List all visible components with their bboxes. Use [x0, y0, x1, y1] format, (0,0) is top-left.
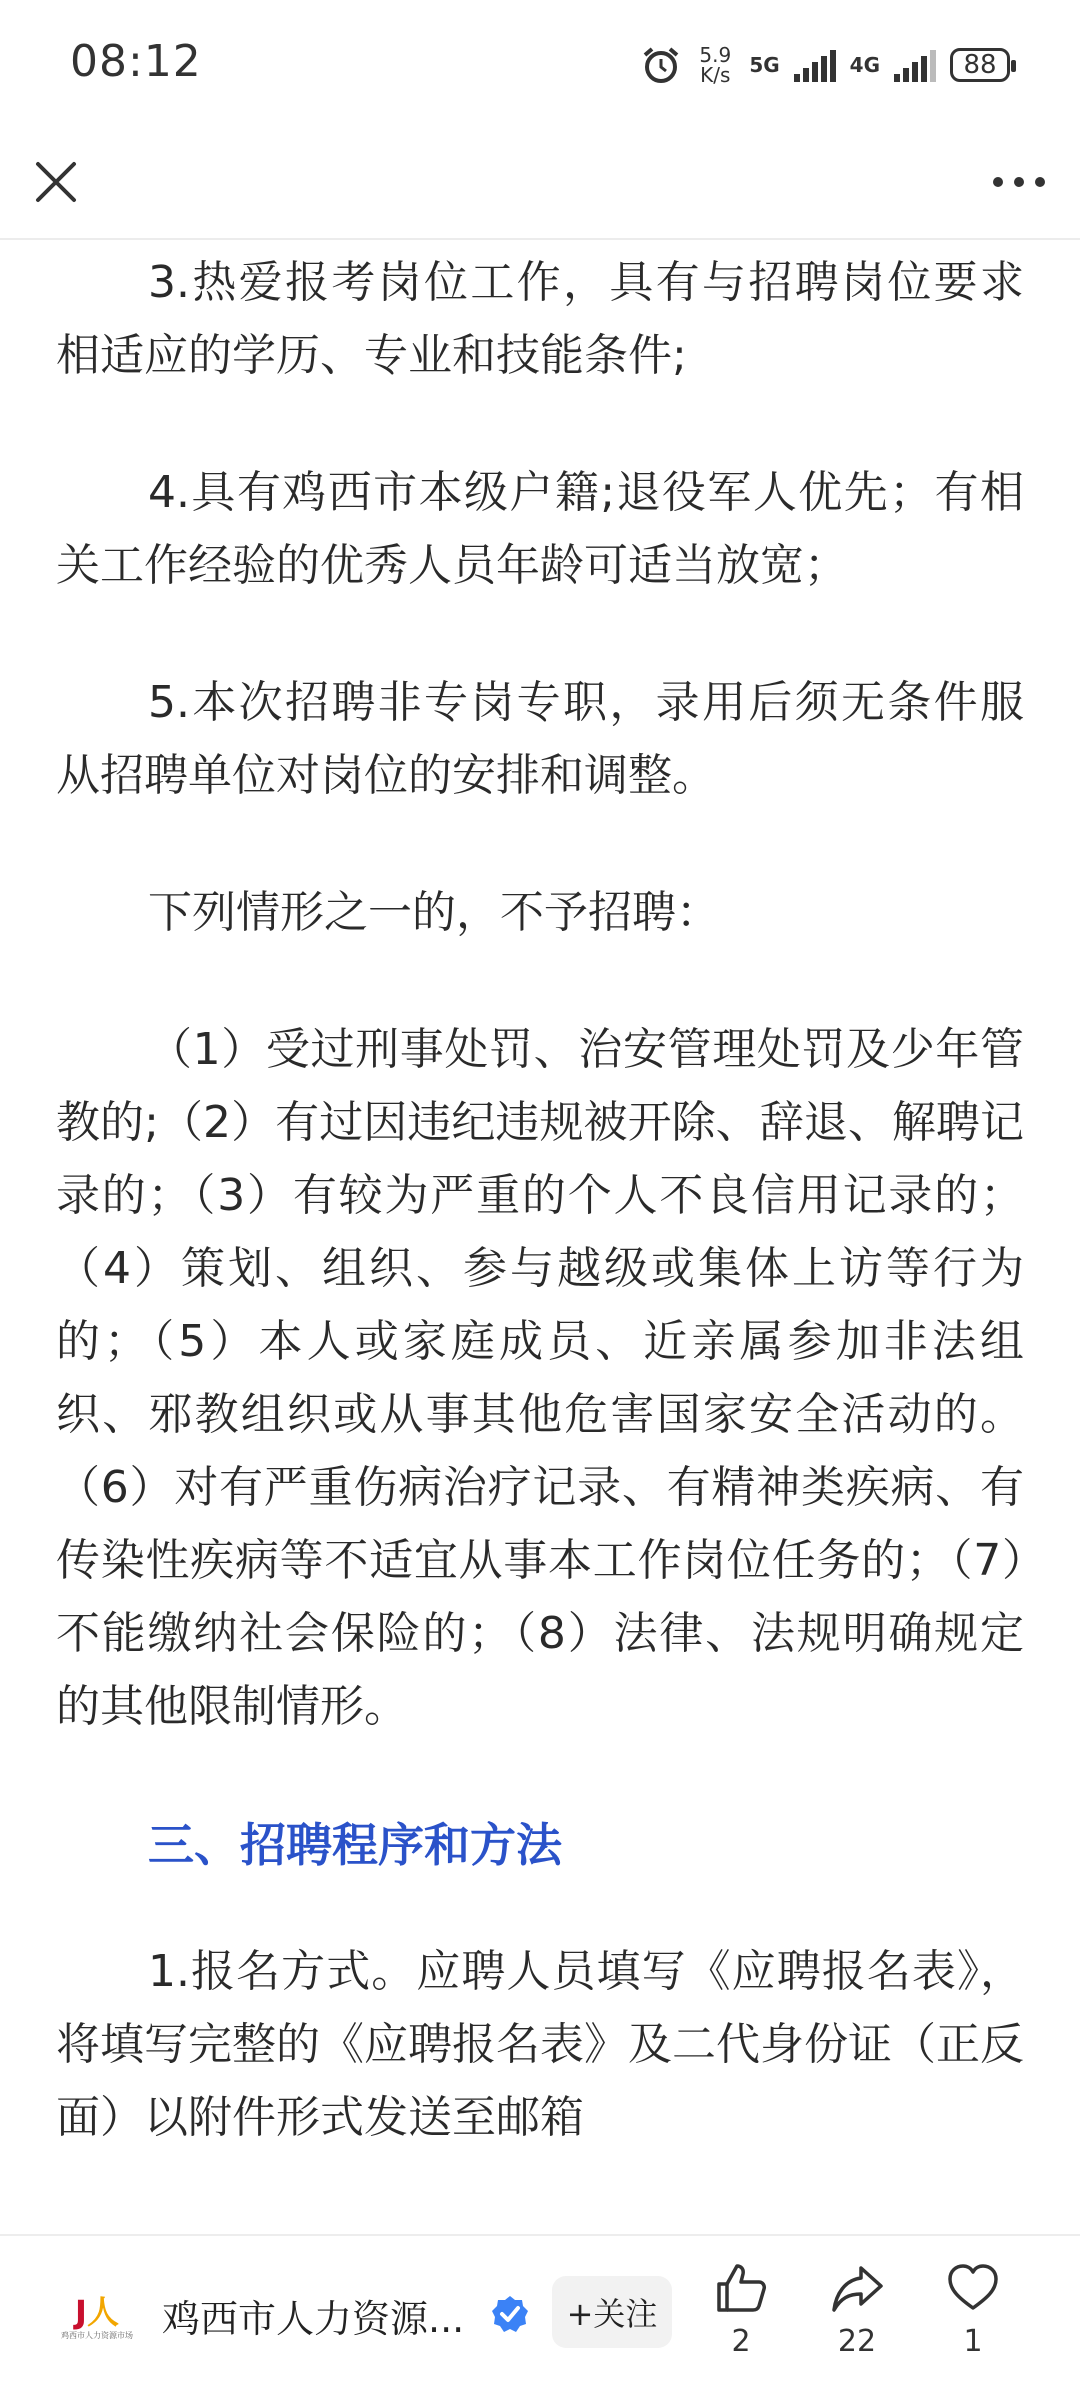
- logo-mark-icon: J人: [75, 2292, 119, 2331]
- author-avatar[interactable]: [60, 2280, 134, 2354]
- status-bar: [0, 0, 1080, 130]
- author-name[interactable]: 鸡西市人力资源...: [162, 2297, 465, 2341]
- follow-button[interactable]: +关注: [552, 2276, 672, 2348]
- article-paragraph: 1.报名方式。应聘人员填写《应聘报名表》，将填写完整的《应聘报名表》及二代身份证（正反面）以附件形式发送至邮箱: [56, 1946, 1024, 2143]
- favorite-button[interactable]: [928, 2260, 1018, 2359]
- verified-badge-icon: [490, 2294, 530, 2334]
- like-button[interactable]: [696, 2260, 786, 2359]
- share-icon: [829, 2260, 885, 2316]
- top-nav: [0, 130, 1080, 240]
- alarm-icon: [641, 45, 681, 85]
- article-paragraph: 3.热爱报考岗位工作，具有与招聘岗位要求相适应的学历、专业和技能条件;: [56, 257, 1024, 381]
- article-paragraph: 5.本次招聘非专岗专职，录用后须无条件服从招聘单位对岗位的安排和调整。: [56, 677, 1024, 801]
- network-type-5g: 5G: [749, 53, 780, 77]
- share-button[interactable]: [812, 2260, 902, 2359]
- more-options-button[interactable]: [984, 152, 1054, 212]
- network-speed-unit: K/s: [700, 63, 731, 87]
- favorite-count: 1: [963, 2324, 983, 2359]
- close-icon: [26, 152, 86, 212]
- signal-4g-icon: [894, 48, 936, 82]
- close-button[interactable]: [26, 152, 86, 212]
- article-paragraph: 下列情形之一的，不予招聘：: [148, 887, 720, 938]
- section-heading: 三、招聘程序和方法: [148, 1818, 562, 1872]
- article-paragraph: 4.具有鸡西市本级户籍;退役军人优先；有相关工作经验的优秀人员年龄可适当放宽；: [56, 467, 1024, 591]
- article-paragraph: （1）受过刑事处罚、治安管理处罚及少年管教的;（2）有过因违纪违规被开除、辞退、解聘记录的；（3）有较为严重的个人不良信用记录的；（4）策划、组织、参与越级或集体上访等行为的；（5）本人或家庭成员、近亲属参加非法组织、邪教组织或从事其他危害国家安全活动的。（6）对有严重伤病治疗记录、有精神类疾病、有传染性疾病等不适宜从事本工作岗位任务的；（7）不能缴纳社会保险的；（8）法律、法规明确规定的其他限制情形。: [56, 1024, 1024, 1732]
- thumbs-up-icon: [713, 2260, 769, 2316]
- more-icon: [984, 152, 1054, 212]
- bottom-bar: [0, 2234, 1080, 2398]
- article-body: [56, 246, 1024, 2154]
- status-icons: [641, 40, 1010, 90]
- heart-icon: [945, 2260, 1001, 2316]
- signal-5g-icon: [794, 48, 836, 82]
- network-speed-value: 5.9: [699, 43, 732, 67]
- like-count: 2: [731, 2324, 751, 2359]
- network-type-4g: 4G: [849, 53, 880, 77]
- status-time: 08:12: [70, 36, 202, 87]
- battery-indicator: 88: [950, 48, 1010, 82]
- share-count: 22: [837, 2324, 877, 2359]
- network-speed: [695, 45, 735, 85]
- logo-subtitle: 鸡西市人力资源市场: [61, 2330, 133, 2340]
